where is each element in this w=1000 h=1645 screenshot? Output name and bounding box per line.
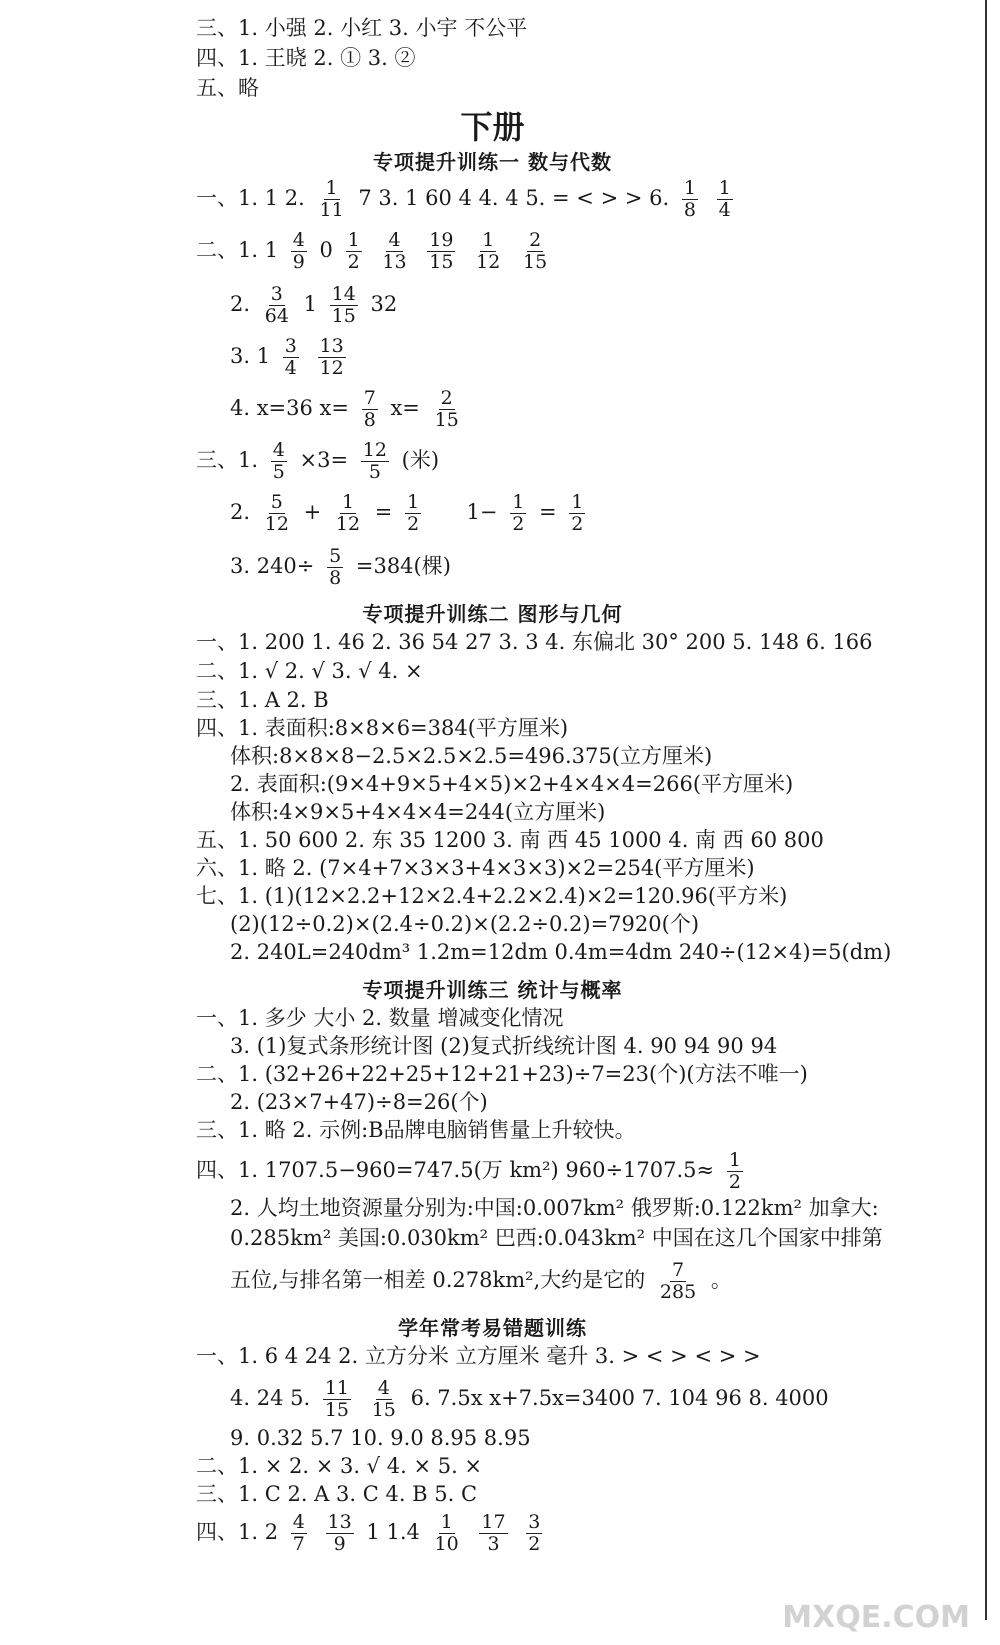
fraction [727, 1150, 743, 1193]
denominator: 9 [292, 250, 305, 273]
page-title: 下册 [460, 108, 525, 146]
top-line-1: 三、1. 小强 2. 小红 3. 小宇 不公平 [196, 16, 528, 40]
denominator: 12 [319, 356, 344, 379]
fraction [346, 230, 362, 273]
s2-line-1: 一、1. 200 1. 46 2. 36 54 27 3. 3 4. 东偏北 30° 200 5. 148 6. 166 [196, 630, 873, 654]
numerator: 1 [440, 1511, 453, 1533]
denominator: 8 [683, 198, 696, 221]
s2-line-5: 体积:8×8×8−2.5×2.5×2.5=496.375(立方厘米) [230, 744, 713, 768]
s4-line-3: 9. 0.32 5.7 10. 9.0 8.95 8.95 [230, 1426, 531, 1450]
denominator: 8 [329, 566, 342, 589]
s3-line-3: 二、1. (32+26+22+25+12+21+23)÷7=23(个)(方法不唯一) [196, 1062, 808, 1086]
s4-line-1: 一、1. 6 4 24 2. 立方分米 立方厘米 毫升 3. > < > < > > [196, 1344, 761, 1368]
denominator: 2 [512, 512, 525, 535]
s3-line-1: 一、1. 多少 大小 2. 数量 增减变化情况 [196, 1006, 564, 1030]
denominator: 11 [319, 198, 344, 221]
section-1-heading: 专项提升训练一 数与代数 [373, 150, 612, 174]
numerator: 1 [325, 177, 338, 199]
s3-line-2: 3. (1)复式条形统计图 (2)复式折线统计图 4. 90 94 90 94 [230, 1034, 778, 1058]
denominator: 15 [434, 408, 459, 431]
numerator: 1 [341, 491, 355, 513]
s4-line-5: 三、1. C 2. A 3. C 4. B 5. C [196, 1482, 478, 1506]
denominator: 12 [335, 512, 361, 535]
denominator: 4 [284, 356, 297, 379]
denominator: 15 [429, 250, 454, 273]
fraction [323, 1378, 351, 1421]
top-line-3: 五、略 [196, 76, 259, 100]
fraction [334, 492, 362, 535]
numerator: 7 [671, 1259, 685, 1281]
s1-line-c2: 2. $\frac{5}{12}$ + $\frac{1}{12}$ = $\frac{1}{2}$ 1− $\frac{1}{2}$ = $\frac{1}{2}$ [230, 491, 584, 535]
fraction [569, 492, 585, 535]
s1-line-c3: 3. 240÷ $\frac{5}{8}$ =384(棵) [230, 545, 451, 589]
denominator: 4 [718, 198, 731, 221]
s1-line-b1: 二、1. 1 $\frac{4}{9}$ 0 $\frac{1}{2}$ $\frac{4}{13}$ $\frac{19}{15}$ $\frac{1}{12}$ $\frac{2}{15}$ [196, 229, 548, 273]
fraction [330, 284, 358, 327]
numerator: 1 [728, 1149, 741, 1171]
fraction [682, 178, 698, 221]
fraction [283, 336, 299, 379]
s2-line-2: 二、1. √ 2. √ 3. √ 4. × [196, 659, 423, 683]
s4-line-6: 四、1. 2 $\frac{4}{7}$ $\frac{13}{9}$ 1 1.4 $\frac{1}{10}$ $\frac{17}{3}$ $\frac{3}{2}$ [196, 1511, 541, 1555]
numerator: 7 [363, 387, 376, 409]
s3-line-4: 2. (23×7+47)÷8=26(个) [230, 1090, 488, 1114]
numerator: 1 [482, 229, 495, 251]
fraction [362, 388, 378, 431]
watermark: MXQE.COM [782, 1600, 970, 1635]
fraction [380, 230, 408, 273]
s1-line-c1: 三、1. $\frac{4}{5}$ ×3= $\frac{12}{5}$ (米) [196, 439, 440, 483]
numerator: 2 [529, 229, 542, 251]
fraction [326, 1512, 354, 1555]
fraction [405, 492, 421, 535]
page-margin-line [985, 0, 987, 1620]
numerator: 1 [718, 177, 731, 199]
fraction [317, 178, 345, 221]
numerator: 1 [571, 491, 584, 513]
denominator: 2 [347, 250, 360, 273]
denominator: 15 [324, 1398, 350, 1421]
fraction [361, 440, 389, 483]
fraction [427, 230, 455, 273]
s2-line-11: (2)(12÷0.2)×(2.4÷0.2)×(2.2÷0.2)=7920(个) [230, 912, 700, 936]
numerator: 2 [440, 387, 453, 409]
numerator: 1 [683, 177, 696, 199]
section-3-heading: 专项提升训练三 统计与概率 [362, 978, 623, 1002]
denominator: 10 [434, 1532, 459, 1555]
denominator: 15 [371, 1398, 396, 1421]
numerator: 4 [388, 229, 401, 251]
denominator: 5 [368, 460, 381, 483]
fraction [271, 440, 287, 483]
denominator: 5 [272, 460, 285, 483]
s3-line-6: 四、1. 1707.5−960=747.5(万 km²) 960÷1707.5≈ $\frac{1}{2}$ [196, 1149, 741, 1193]
fraction [521, 230, 549, 273]
numerator: 4 [292, 229, 305, 251]
fraction [291, 230, 307, 273]
denominator: 2 [528, 1532, 541, 1555]
denominator: 12 [476, 250, 501, 273]
denominator: 3 [487, 1532, 500, 1555]
fraction [510, 492, 526, 535]
s2-line-8: 五、1. 50 600 2. 东 35 1200 3. 南 西 45 1000 4. 南 西 60 800 [196, 828, 824, 852]
denominator: 8 [363, 408, 376, 431]
numerator: 4 [272, 439, 285, 461]
numerator: 1 [347, 229, 360, 251]
numerator: 4 [377, 1377, 390, 1399]
fraction [433, 1512, 461, 1555]
numerator: 1 [512, 491, 525, 513]
fraction [263, 492, 291, 535]
fraction [318, 336, 346, 379]
s1-line-b2: 2. $\frac{3}{64}$ 1 $\frac{14}{15}$ 32 [230, 283, 398, 327]
numerator: 13 [327, 1511, 352, 1533]
denominator: 15 [331, 304, 356, 327]
s4-line-4: 二、1. × 2. × 3. √ 4. × 5. × [196, 1454, 483, 1478]
denominator: 9 [333, 1532, 346, 1555]
s2-line-9: 六、1. 略 2. (7×4+7×3×3+4×3×3)×2=254(平方厘米) [196, 856, 755, 880]
s1-line-b3: 3. 1 $\frac{3}{4}$ $\frac{13}{12}$ [230, 335, 344, 379]
numerator: 4 [292, 1511, 305, 1533]
s3-line-5: 三、1. 略 2. 示例:B品牌电脑销售量上升较快。 [196, 1118, 636, 1142]
s1-line-b4: 4. x=36 x= $\frac{7}{8}$ x= $\frac{2}{15}$ [230, 387, 459, 431]
fraction [370, 1378, 398, 1421]
numerator: 14 [331, 283, 356, 305]
denominator: 2 [407, 512, 420, 535]
numerator: 1 [407, 491, 420, 513]
denominator: 7 [292, 1532, 305, 1555]
s2-line-12: 2. 240L=240dm³ 1.2m=12dm 0.4m=4dm 240÷(12×4)=5(dm) [230, 940, 892, 964]
fraction [433, 388, 461, 431]
numerator: 3 [528, 1511, 541, 1533]
denominator: 285 [659, 1280, 697, 1303]
numerator: 5 [329, 545, 342, 567]
s3-line-8: 0.285km² 美国:0.030km² 巴西:0.043km² 中国在这几个国家中排第 [230, 1226, 883, 1250]
numerator: 3 [270, 283, 283, 305]
section-2-heading: 专项提升训练二 图形与几何 [362, 602, 623, 626]
numerator: 13 [319, 335, 344, 357]
denominator: 2 [571, 512, 584, 535]
numerator: 11 [324, 1377, 350, 1399]
fraction [291, 1512, 307, 1555]
s3-line-9: 五位,与排名第一相差 0.278km²,大约是它的 $\frac{7}{285}$ 。 [230, 1259, 732, 1303]
denominator: 64 [264, 304, 289, 327]
fraction [263, 284, 291, 327]
numerator: 3 [284, 335, 297, 357]
denominator: 15 [523, 250, 548, 273]
s2-line-10: 七、1. (1)(12×2.2+12×2.4+2.2×2.4)×2=120.96(平方米) [196, 884, 788, 908]
s3-line-7: 2. 人均土地资源量分别为:中国:0.007km² 俄罗斯:0.122km² 加拿大: [230, 1196, 879, 1220]
s2-line-3: 三、1. A 2. B [196, 688, 329, 712]
top-line-2: 四、1. 王晓 2. ① 3. ② [196, 46, 416, 70]
fraction [717, 178, 733, 221]
denominator: 13 [382, 250, 407, 273]
denominator: 2 [728, 1170, 741, 1193]
numerator: 5 [270, 491, 283, 513]
section-4-heading: 学年常考易错题训练 [398, 1316, 587, 1340]
fraction [474, 230, 502, 273]
numerator: 19 [429, 229, 454, 251]
s1-line-a: 一、1. 1 2. $\frac{1}{11}$ 7 3. 1 60 4 4. 4 5. = < > > 6. $\frac{1}{8}$ $\frac{1}{4}$ [196, 177, 731, 221]
fraction [658, 1260, 698, 1303]
fraction [526, 1512, 542, 1555]
denominator: 12 [264, 512, 289, 535]
s2-line-4: 四、1. 表面积:8×8×6=384(平方厘米) [196, 716, 569, 740]
s4-line-2: 4. 24 5. $\frac{11}{15}$ $\frac{4}{15}$ 6. 7.5x x+7.5x=3400 7. 104 96 8. 4000 [230, 1377, 829, 1421]
s2-line-7: 体积:4×9×5+4×4×4=244(立方厘米) [230, 800, 606, 824]
fraction [479, 1512, 507, 1555]
fraction [327, 546, 343, 589]
s2-line-6: 2. 表面积:(9×4+9×5+4×5)×2+4×4×4=266(平方厘米) [230, 772, 794, 796]
numerator: 17 [481, 1511, 506, 1533]
numerator: 12 [362, 439, 387, 461]
